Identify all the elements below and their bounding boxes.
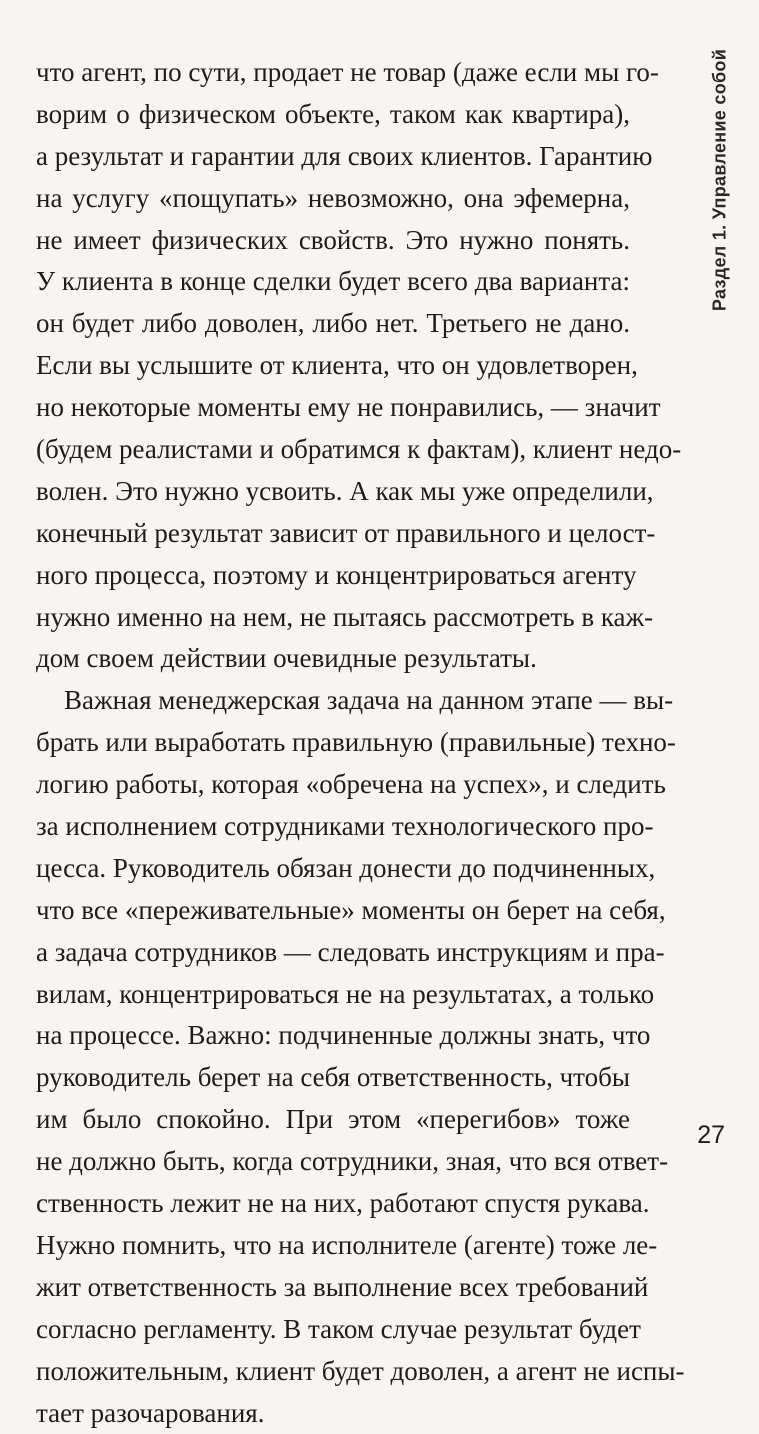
- page-number: 27: [697, 1121, 725, 1150]
- text-line: цесса. Руководитель обязан донести до подчиненных,: [36, 848, 630, 890]
- text-line: за исполнением сотрудниками технологического про-: [36, 806, 630, 848]
- text-line: (будем реалистами и обратимся к фактам), клиент недо-: [36, 429, 630, 471]
- body-text: [36, 52, 630, 1434]
- text-line: вилам, концентрироваться не на результатах, а только: [36, 974, 630, 1016]
- text-line: дом своем действии очевидные результаты.: [36, 638, 630, 680]
- text-line: что агент, по сути, продает не товар (даже если мы го-: [36, 52, 630, 94]
- text-line: не имеет физических свойств. Это нужно понять.: [36, 220, 630, 262]
- text-line: тает разочарования.: [36, 1393, 630, 1434]
- text-line: брать или выработать правильную (правильные) техно-: [36, 722, 630, 764]
- text-line: ворим о физическом объекте, таком как квартира),: [36, 94, 630, 136]
- text-line: он будет либо доволен, либо нет. Третьего не дано.: [36, 303, 630, 345]
- text-line: на услугу «пощупать» невозможно, она эфемерна,: [36, 178, 630, 220]
- text-line: волен. Это нужно усвоить. А как мы уже определили,: [36, 471, 630, 513]
- text-line: а задача сотрудников — следовать инструкциям и пра-: [36, 932, 630, 974]
- paragraph-2: [36, 680, 630, 1434]
- text-line: Нужно помнить, что на исполнителе (агенте) тоже ле-: [36, 1225, 630, 1267]
- text-line: ного процесса, поэтому и концентрироваться агенту: [36, 555, 630, 597]
- paragraph-1: [36, 52, 630, 680]
- text-line: Если вы услышите от клиента, что он удовлетворен,: [36, 345, 630, 387]
- text-line: согласно регламенту. В таком случае результат будет: [36, 1309, 630, 1351]
- text-line: им было спокойно. При этом «перегибов» тоже: [36, 1099, 630, 1141]
- text-line: жит ответственность за выполнение всех требований: [36, 1267, 630, 1309]
- text-line: конечный результат зависит от правильного и целост-: [36, 513, 630, 555]
- text-line: но некоторые моменты ему не понравились, — значит: [36, 387, 630, 429]
- text-line: ственность лежит не на них, работают спустя рукава.: [36, 1183, 630, 1225]
- running-header: Раздел 1. Управление собой: [710, 49, 731, 311]
- text-line: не должно быть, когда сотрудники, зная, что вся ответ-: [36, 1141, 630, 1183]
- text-line: Важная менеджерская задача на данном этапе — вы-: [36, 680, 630, 722]
- text-line: положительным, клиент будет доволен, а агент не испы-: [36, 1351, 630, 1393]
- text-line: нужно именно на нем, не пытаясь рассмотреть в каж-: [36, 597, 630, 639]
- text-line: логию работы, которая «обречена на успех», и следить: [36, 764, 630, 806]
- text-line: что все «переживательные» моменты он берет на себя,: [36, 890, 630, 932]
- text-line: руководитель берет на себя ответственность, чтобы: [36, 1057, 630, 1099]
- text-line: а результат и гарантии для своих клиентов. Гарантию: [36, 136, 630, 178]
- text-line: на процессе. Важно: подчиненные должны знать, что: [36, 1015, 630, 1057]
- text-line: У клиента в конце сделки будет всего два варианта:: [36, 261, 630, 303]
